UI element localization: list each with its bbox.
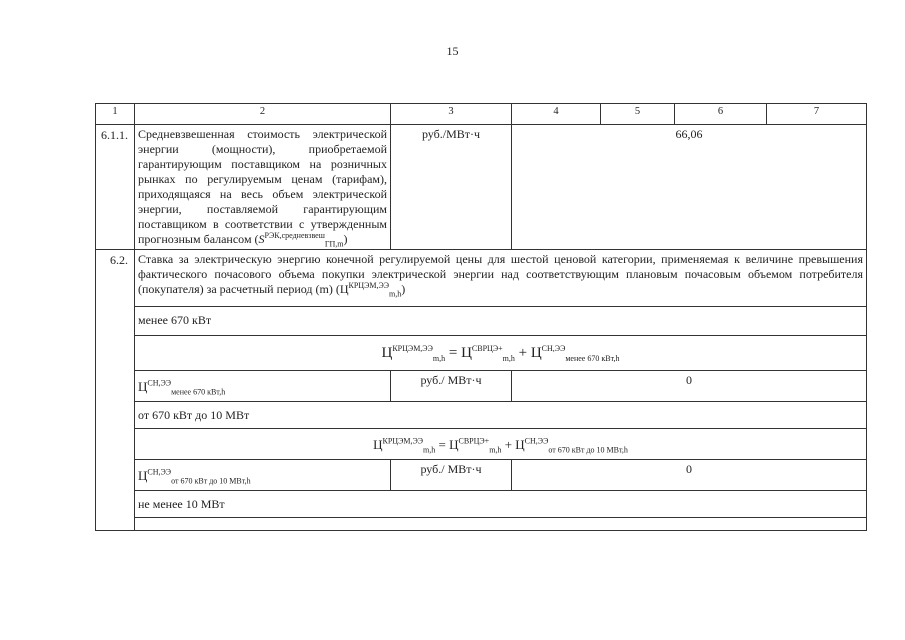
- column-header: 2: [135, 104, 391, 125]
- formula-superscript: СН,ЭЭ: [541, 343, 566, 353]
- table-row-spacer: [96, 518, 867, 531]
- table-row: [96, 491, 867, 518]
- formula-subscript: от 670 кВт до 10 МВт,h: [548, 445, 628, 455]
- formula-subscript: менее 670 кВт,h: [565, 353, 620, 363]
- row-description: [135, 250, 867, 307]
- table-row: [96, 460, 867, 491]
- table-row: [96, 371, 867, 402]
- formula-term: Ц: [461, 344, 472, 361]
- formula: [135, 336, 867, 371]
- row-description: [135, 125, 391, 250]
- formula-subscript: m,h: [432, 353, 446, 363]
- formula-plus: +: [518, 344, 528, 361]
- formula-subscript: от 670 кВт до 10 МВт,h: [171, 476, 251, 486]
- table-row: [96, 402, 867, 429]
- formula: [135, 429, 867, 460]
- column-header: 7: [767, 104, 867, 125]
- formula-subscript: m,h: [389, 289, 402, 299]
- formula-superscript: КРЦЭМ,ЭЭ: [348, 281, 390, 290]
- formula-symbol: Ц: [138, 378, 148, 394]
- column-header-row: [96, 104, 867, 125]
- formula-equals: =: [448, 344, 458, 361]
- formula-lhs: Ц: [381, 344, 393, 361]
- formula-symbol: Ц: [339, 282, 349, 296]
- row-symbol: [135, 460, 391, 491]
- formula-superscript: РЭК,средневзвеш: [264, 231, 325, 240]
- formula-superscript: СВРЦЭ+: [458, 436, 490, 446]
- row-unit: руб./ МВт·ч: [391, 371, 512, 402]
- formula-superscript: КРЦЭМ,ЭЭ: [382, 436, 424, 446]
- row-unit: руб./ МВт·ч: [391, 460, 512, 491]
- formula-symbol: S: [258, 232, 265, 246]
- table-row: [96, 250, 867, 307]
- description-text: Ставка за электрическую энергию конечной регулируемой цены для шестой ценовой категории, применяемая к величине превышения фактического почасового объема покупки электрической энергии над соответствующим плановым почасовым объемом потребителя (покупателя) за расчетный период (m) (: [138, 252, 863, 296]
- row-value: 66,06: [512, 125, 867, 250]
- row-unit: руб./МВт·ч: [391, 125, 512, 250]
- column-header: 5: [601, 104, 675, 125]
- table-row: [96, 307, 867, 336]
- section-label: менее 670 кВт: [135, 307, 867, 336]
- closing-paren: ): [401, 282, 406, 296]
- formula-superscript: СН,ЭЭ: [147, 467, 172, 477]
- column-header: 3: [391, 104, 512, 125]
- table-row: [96, 125, 867, 250]
- formula-subscript: ГП,m: [324, 239, 344, 249]
- row-number: 6.1.1.: [96, 125, 135, 250]
- row-symbol: [135, 371, 391, 402]
- formula-symbol: Ц: [138, 467, 148, 483]
- formula-term: Ц: [530, 344, 542, 361]
- column-header: 1: [96, 104, 135, 125]
- formula-row: [96, 336, 867, 371]
- formula-row: [96, 429, 867, 460]
- formula-term: Ц: [449, 436, 459, 452]
- formula-superscript: СН,ЭЭ: [524, 436, 549, 446]
- formula-subscript: m,h: [423, 445, 436, 455]
- column-header: 6: [675, 104, 767, 125]
- formula-plus: +: [504, 436, 513, 452]
- table-continuation: [135, 518, 867, 531]
- formula-subscript: менее 670 кВт,h: [171, 387, 226, 397]
- description-text: Средневзвешенная стоимость электрической энергии (мощности), приобретаемой гарантирующим поставщиком на розничных рынках по регулируемым ценам (тарифам), приходящаяся на весь объем электрической энергии, поставляемой гарантирующим поставщиком в соответствии с утвержденным прогнозным балансом (: [138, 127, 387, 246]
- formula-superscript: СН,ЭЭ: [147, 378, 172, 388]
- section-label: от 670 кВт до 10 МВт: [135, 402, 867, 429]
- formula-term: Ц: [515, 436, 525, 452]
- row-value: 0: [512, 460, 867, 491]
- tariff-table: [95, 103, 867, 531]
- formula-subscript: m,h: [502, 353, 515, 363]
- row-value: 0: [512, 371, 867, 402]
- section-label: не менее 10 МВт: [135, 491, 867, 518]
- column-header: 4: [512, 104, 601, 125]
- page-number: 15: [446, 44, 459, 58]
- closing-paren: ): [343, 232, 348, 246]
- formula-subscript: m,h: [489, 445, 502, 455]
- formula-equals: =: [438, 436, 446, 452]
- formula-lhs: Ц: [373, 436, 383, 452]
- formula-superscript: КРЦЭМ,ЭЭ: [392, 343, 433, 353]
- row-number: 6.2.: [96, 250, 135, 531]
- formula-superscript: СВРЦЭ+: [471, 343, 503, 353]
